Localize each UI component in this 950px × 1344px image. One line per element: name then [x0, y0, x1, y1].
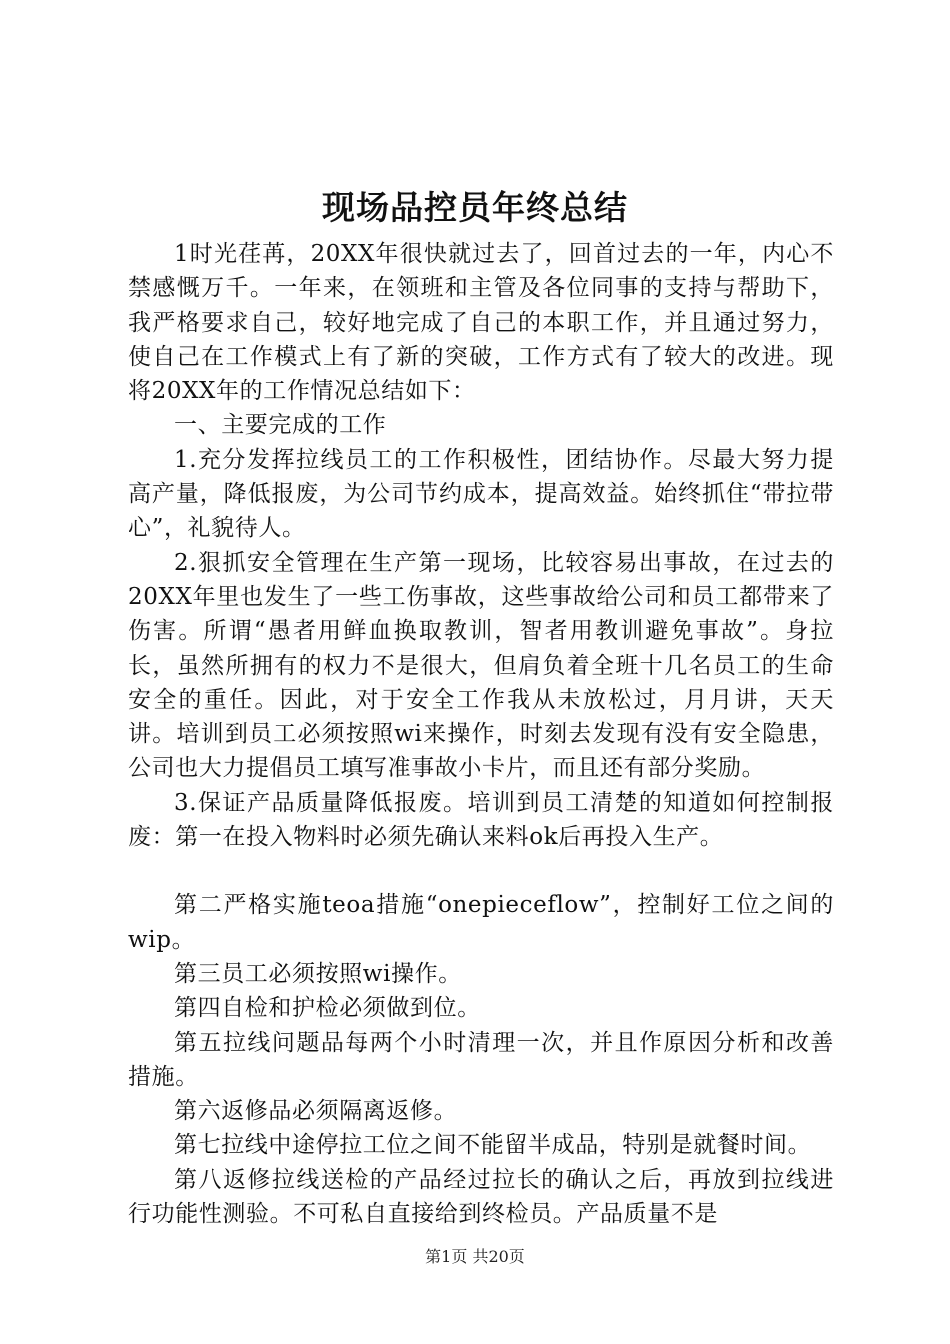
document-body — [128, 237, 834, 1231]
measure-3-paragraph: 第三员工必须按照wi操作。 — [174, 960, 462, 987]
document-title: 现场品控员年终总结 — [322, 188, 628, 227]
section-heading: 一、主要完成的工作 — [174, 412, 387, 439]
item-1-paragraph: 1.充分发挥拉线员工的工作积极性，团结协作。尽最大努力提高产量，降低报废，为公司节约成本，提高效益。始终抓住“带拉带心”，礼貌待人。 — [128, 446, 834, 542]
measure-8-paragraph: 第八返修拉线送检的产品经过拉长的确认之后，再放到拉线进行功能性测验。不可私自直接给到终检员。产品质量不是 — [128, 1166, 834, 1228]
measure-5-paragraph: 第五拉线问题品每两个小时清理一次，并且作原因分析和改善措施。 — [128, 1029, 834, 1090]
page-number-footer: 第1页 共20页 — [425, 1247, 525, 1266]
item-2-paragraph: 2.狠抓安全管理在生产第一现场，比较容易出事故，在过去的20XX年里也发生了一些工伤事故，这些事故给公司和员工都带来了伤害。所谓“愚者用鲜血换取教训，智者用教训避免事故”。身拉长，虽然所拥有的权力不是很大，但肩负着全班十几名员工的生命安全的重任。因此，对于安全工作我从未放松过，月月讲，天天讲。培训到员工必须按照wi来操作，时刻去发现有没有安全隐患，公司也大力提倡员工填写准事故小卡片，而且还有部分奖励。 — [128, 549, 834, 782]
measure-4-paragraph: 第四自检和护检必须做到位。 — [174, 995, 481, 1022]
measure-2-paragraph: 第二严格实施teoa措施“onepieceflow”，控制好工位之间的wip。 — [128, 892, 834, 953]
intro-paragraph: 1时光荏苒，20XX年很快就过去了，回首过去的一年，内心不禁感慨万千。一年来，在领班和主管及各位同事的支持与帮助下，我严格要求自己，较好地完成了自己的本职工作，并且通过努力，使自己在工作模式上有了新的突破，工作方式有了较大的改进。现将20XX年的工作情况总结如下： — [128, 241, 834, 405]
measure-6-paragraph: 第六返修品必须隔离返修。 — [174, 1098, 458, 1125]
item-3-paragraph: 3.保证产品质量降低报废。培训到员工清楚的知道如何控制报废：第一在投入物料时必须先确认来料ok后再投入生产。 — [128, 789, 834, 851]
measure-7-paragraph: 第七拉线中途停拉工位之间不能留半成品，特别是就餐时间。 — [174, 1132, 812, 1159]
